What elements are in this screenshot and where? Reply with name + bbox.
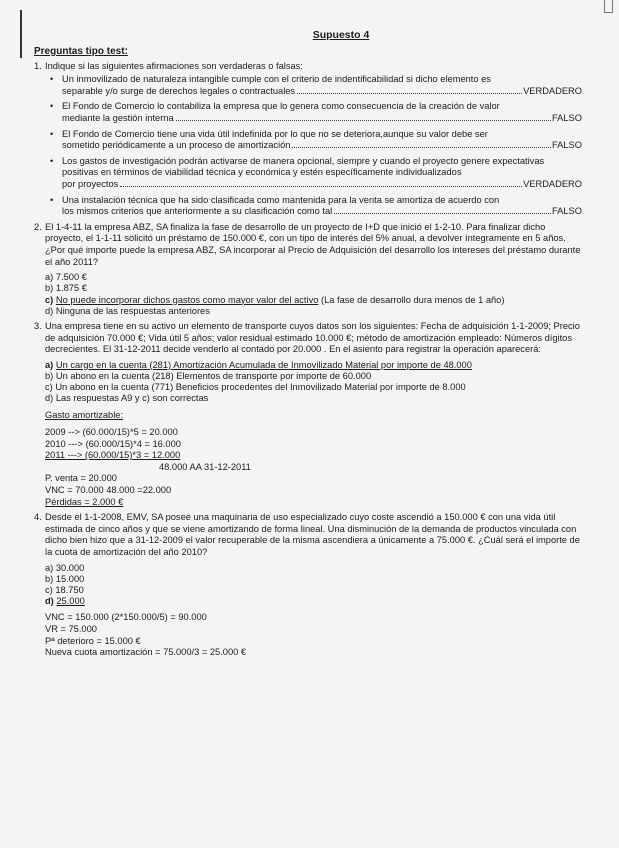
- option-b: b) Un abono en la cuenta (218) Elementos de transporte por importe de 60.000: [45, 370, 372, 381]
- question-4: [34, 512, 582, 659]
- question-number: 2.: [34, 221, 42, 232]
- dot-leader: [292, 147, 551, 148]
- option-d: d) 25.000: [45, 596, 85, 607]
- statement-answer: FALSO: [552, 140, 582, 151]
- question-text: Indique si las siguientes afirmaciones son verdaderas o falsas:: [45, 60, 303, 71]
- solution-line: Nueva cuota amortización = 75.000/3 = 25.000 €: [45, 647, 247, 658]
- question-text: Una empresa tiene en su activo un elemento de transporte cuyos datos son los siguientes: Fecha de adquisición 1-1-2009; Precio de adquisición 70.000 €; Vida útil 5 años; valor residual estimado 10.000 €; método de amortización empleado: Números dígitos decrecientes. El 31-12-2011 decide venderlo al contado por 20.000 . En el asiento para registrar la operación aparecerá:: [45, 320, 580, 355]
- solution-line: 2010 ---> (60.000/15)*4 = 16.000: [45, 438, 181, 449]
- option-c-text: No puede incorporar dichos gastos como mayor valor del activo: [55, 294, 319, 305]
- worked-solution: [45, 612, 582, 658]
- statement-answer: FALSO: [552, 112, 582, 123]
- answer-options: [45, 360, 582, 405]
- solution-line: VR = 75.000: [45, 624, 97, 635]
- margin-mark: [20, 10, 22, 58]
- answer-options: [45, 563, 582, 608]
- corner-mark: [604, 0, 613, 13]
- bullet-icon: •: [50, 74, 54, 85]
- statement-answer: VERDADERO: [523, 85, 582, 96]
- solution-line: 2009 --> (60.000/15)*5 = 20.000: [45, 427, 178, 438]
- statement-item: [50, 101, 582, 124]
- solution-line: P. venta = 20.000: [45, 473, 117, 484]
- dot-leader: [120, 186, 522, 187]
- section-heading: Preguntas tipo test:: [34, 46, 128, 57]
- statement-answer: VERDADERO: [523, 178, 582, 189]
- option-a: a) 30.000: [45, 562, 85, 573]
- worked-solution: [45, 410, 582, 509]
- solution-line: 2011 ---> (60.000/15)*3 = 12.000: [45, 450, 181, 461]
- bullet-icon: •: [50, 155, 54, 166]
- option-c: c) No puede incorporar dichos gastos como mayor valor del activo (La fase de desarrollo dura menos de 1 año): [45, 294, 505, 305]
- dot-leader: [297, 93, 522, 94]
- dot-leader: [176, 120, 551, 121]
- question-number: 4.: [34, 512, 42, 523]
- option-d: d) Ninguna de las respuestas anteriores: [45, 305, 210, 316]
- answer-options: [45, 272, 582, 317]
- option-b: b) 15.000: [45, 573, 85, 584]
- option-a: a) Un cargo en la cuenta (281) Amortización Acumulada de Inmovilizado Material por importe de 48.000: [45, 359, 472, 370]
- statement-text-end: separable y/o surge de derechos legales o contractuales: [62, 85, 296, 96]
- dot-leader: [334, 213, 551, 214]
- question-text: El 1-4-11 la empresa ABZ, SA finaliza la fase de desarrollo de un proyecto de I+D que inició el 1-2-10. Para finalizar dicho proyecto, el 1-1-11 solicitó un préstamo de 150.000 €, con un tipo de interés del 5% anual, a devolver íntegramente en 5 años. ¿Por qué importe puede la empresa ABZ, SA incorporar al Precio de Adquisición del desarrollo los intereses del préstamo durante el año 2011?: [45, 221, 581, 267]
- statement-text: Los gastos de investigación podrán activarse de manera opcional, siempre y cuando el proyecto genere expectativas positivas en términos de viabilidad técnica y económica y estén específicamente individualizados: [62, 155, 545, 178]
- question-3: [34, 321, 582, 508]
- statement-item: [50, 74, 582, 97]
- question-2: [34, 222, 582, 317]
- statement-item: [50, 129, 582, 152]
- bullet-icon: •: [50, 101, 54, 112]
- statement-item: [50, 156, 582, 191]
- statement-text: El Fondo de Comercio lo contabiliza la empresa que lo genera como consecuencia de la creación de valor: [62, 101, 500, 112]
- bullet-icon: •: [50, 128, 54, 139]
- question-text: Desde el 1-1-2008, EMV, SA posee una maquinaria de uso especializado cuyo coste ascendió a 150.000 € con una vida útil estimada de cinco años y que se viene amortizando de forma lineal. Una disminución de la demanda de productos vinculada con dicho bien hizo que a 31-12-2009 el valor recuperable de la misma ascendiera a únicamente a 75.000 €. ¿Cuál será el importe de la cuota de amortización del año 2010?: [45, 512, 580, 558]
- option-a: a) 7.500 €: [45, 272, 87, 283]
- statement-text-end: por proyectos: [62, 178, 119, 189]
- option-c-note: (La fase de desarrollo dura menos de 1 año): [320, 294, 505, 305]
- solution-total: 48.000 AA 31-12-2011: [159, 461, 251, 472]
- question-1: [34, 61, 582, 218]
- document-page: [34, 30, 582, 663]
- option-d-text: 25.000: [56, 596, 85, 607]
- option-c: c) Un abono en la cuenta (771) Beneficios procedentes del Inmovilizado Material por importe de 8.000: [45, 382, 466, 393]
- question-number: 1.: [34, 60, 42, 71]
- statement-text: El Fondo de Comercio tiene una vida útil indefinida por lo que no se deteriora,aunque su valor debe ser: [62, 128, 488, 139]
- option-d: d) Las respuestas A9 y c) son correctas: [45, 393, 209, 404]
- solution-line: VNC = 70.000 48.000 =22.000: [45, 485, 172, 496]
- option-c: c) 18.750: [45, 585, 84, 596]
- statement-answer: FALSO: [552, 206, 582, 217]
- statement-text-end: los mismos criterios que anteriormente a su clasificación como tal: [62, 206, 333, 217]
- solution-heading: Gasto amortizable:: [45, 409, 124, 420]
- bullet-icon: •: [50, 194, 54, 205]
- statement-text-end: sometido periódicamente a un proceso de amortización: [62, 140, 291, 151]
- page-title: Supuesto 4: [312, 29, 370, 41]
- statement-text: Un inmovilizado de naturaleza intangible cumple con el criterio de indentificabilidad si dicho elemento es: [62, 74, 491, 85]
- statement-item: [50, 195, 582, 218]
- statement-text: Una instalación técnica que ha sido clasificada como mantenida para la venta se amortiza de acuerdo con: [62, 194, 500, 205]
- solution-result: Pérdidas = 2.000 €: [45, 496, 124, 507]
- option-a-text: Un cargo en la cuenta (281) Amortización Acumulada de Inmovilizado Material por importe de 48.000: [55, 359, 472, 370]
- question-number: 3.: [34, 320, 42, 331]
- statement-text-end: mediante la gestión interna: [62, 112, 174, 123]
- solution-line: VNC = 150.000 (2*150.000/5) = 90.000: [45, 612, 207, 623]
- option-b: b) 1.875 €: [45, 283, 87, 294]
- solution-line: Pª deterioro = 15.000 €: [45, 635, 141, 646]
